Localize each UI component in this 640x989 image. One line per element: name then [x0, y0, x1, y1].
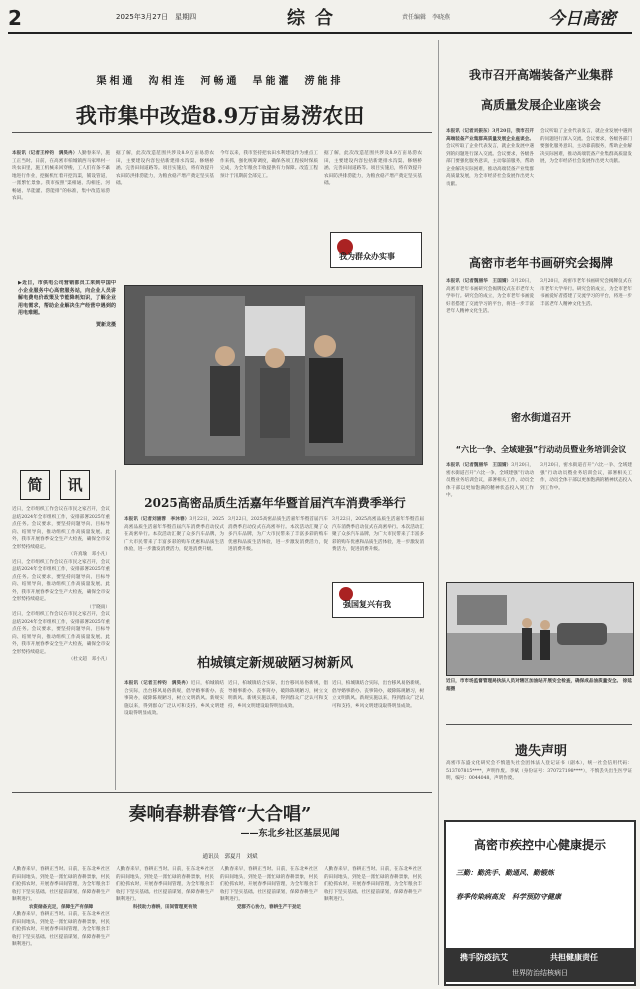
- header-rule: [8, 32, 632, 34]
- main-photo-credit: 贾新龙摄: [95, 321, 116, 328]
- main-body-1: 人勤春来早，施工正当时。日前，在高密市柏城镇西马家埠村一块农田里，施工机械来回穿梭，工人们有条不紊地进行作业，挖掘机忙着开挖沟渠，铺设管道，一派繁忙景象。我市按照“渠相通、沟相连、河畅通、旱能灌、涝能排”的标准，集中改造易涝农田。: [12, 151, 110, 201]
- main-byline: 本报讯（记者王梓钧 满昊冉）: [12, 151, 78, 156]
- revival-stamp: [332, 582, 424, 618]
- training-body-2: 3月20日，密水街道召开“六比一争、全域建强”行动动员暨业务培训会议，部署相关工作，动员全体干部以更加饱满的精神状态投入到工作中。: [540, 463, 632, 491]
- auto-fair-headline: 2025高密品质生活嘉年华暨首届汽车消费季举行: [144, 496, 406, 510]
- training-headline-1: 密水街道召开: [511, 413, 571, 424]
- spring-subhead: ——东北乡社区基层见闻: [240, 829, 340, 839]
- auto-fair-col3: [332, 516, 424, 576]
- auto-fair-body: 3月22日，2025高密品质生活嘉年华暨首届汽车消费季启动仪式在高密举行。本次活动汇聚了众多汽车品牌，为广大市民带来了丰富多彩的购车优惠和品质生活体验，进一步激发消费活力，促进消费升级。: [124, 517, 224, 552]
- briefs-credit-3: （杜文超 邓小凡）: [68, 657, 110, 662]
- main-body-col2: [116, 150, 214, 275]
- column-divider: [115, 470, 116, 790]
- notice-top-rule: [446, 724, 632, 725]
- main-body-2-cont: 据了解，此次改造范围共涉及8.9万亩易涝农田，主要建设内容包括新建排水沟渠、修缮桥涵、完善田间道路等。项目实施后，将有效提升农田防洪排涝能力，为粮食稳产增产奠定坚实基础。: [324, 151, 422, 186]
- spring-col3: [220, 866, 318, 984]
- main-body-2: 据了解，此次改造范围共涉及8.9万亩易涝农田，主要建设内容包括新建排水沟渠、修缮桥涵、完善田间道路等。项目实施后，将有效提升农田防洪排涝能力，为粮食稳产增产奠定坚实基础。: [116, 151, 214, 186]
- main-photo-caption-text: ▶近日，市供电公司营销部员工来到中国中小企业服务中心高密服务站，向企业人员讲解电费电价政策及节能降耗知识，了解企业用电需求，帮助企业解决生产经营中遇到的用电难题。: [18, 280, 116, 316]
- spring-body: 人勤春来早，春耕正当时。日前，在东北乡社区的田间地头，到处是一派忙碌的春耕景象，村民们抢抓农时，开展春季田间管理，为全年粮食丰收打下坚实基础。社区提前谋划，保障春耕生产顺利进行。: [12, 867, 110, 902]
- baicheng-col1: [124, 680, 224, 785]
- calligraphy-headline: 高密市老年书画研究会揭牌: [468, 256, 613, 270]
- briefs-body: [12, 506, 110, 789]
- equipment-col2: [540, 128, 632, 236]
- spring-col1: [12, 866, 110, 984]
- baicheng-body: 近日，柏城镇结合实际，出台移风易俗新规，倡导婚事新办、丧事简办，破除陈规陋习，树立文明新风。新规实施以来，得到群众广泛认可和支持，乡风文明建设取得明显成效。: [124, 681, 224, 716]
- health-line-2: 春季传染病高发 科学预防守健康: [456, 893, 561, 901]
- health-box: [444, 820, 636, 986]
- spring-sub-2: 科技助力春耕，田间管理更有效: [132, 904, 198, 910]
- auto-fair-col2: [228, 516, 328, 636]
- briefs-text: 近日，全市组织工作会议在市民之家召开，会议总结2024年全市组织工作，安排部署2025年重点任务。会议要求，要坚持问题导向、目标导向、结果导向，推动组织工作高质量发展。此外，我市开展春季安全生产大检查，确保全市安全形势持续稳定。: [12, 507, 110, 550]
- spring-body-2: 人勤春来早，春耕正当时。日前，在东北乡社区的田间地头，到处是一派忙碌的春耕景象，村民们抢抓农时，开展春季田间管理，为全年粮食丰收打下坚实基础。社区提前谋划，保障春耕生产顺利进行。: [116, 867, 214, 902]
- baicheng-body-3: 近日，柏城镇结合实际，出台移风易俗新规，倡导婚事新办、丧事简办，破除陈规陋习，树立文明新风。新规实施以来，得到群众广泛认可和支持，乡风文明建设取得明显成效。: [332, 681, 424, 709]
- inspection-caption-text: 近日，市市场监督管理局执法人员对辖区加油站开展安全检查，确保成品油质量安全。: [446, 679, 622, 684]
- briefs-label-2: 讯: [60, 470, 90, 500]
- inspection-caption: [446, 678, 632, 716]
- health-footer: 世界防治结核病日: [512, 969, 568, 977]
- main-photo-graphic: [125, 286, 422, 464]
- spring-credits: 通讯员 郭夏月 刘斌: [202, 854, 258, 860]
- baicheng-byline: 本报讯（记者王梓钧 满昊冉）: [124, 681, 191, 686]
- section-title: 综合: [287, 8, 343, 29]
- service-stamp-label: 我为群众办实事: [339, 252, 395, 261]
- health-title: 高密市疾控中心健康提示: [473, 838, 606, 852]
- briefs-credit-2: （于晓雨）: [87, 604, 110, 610]
- spring-sub-1: 农资储备充足，保障生产有保障: [28, 904, 94, 910]
- equipment-body: 会议听取了企业代表发言，就企业发展中遇到的问题进行深入交流。会议要求，各级各部门要强化服务意识，主动靠前服务，帮助企业解决实际困难，推动高端装备产业集群高质量发展，为全市经济社会发展作出更大贡献。: [446, 144, 534, 187]
- spring-headline: 奏响春耕春管“大合唱”: [128, 804, 312, 825]
- equipment-body-2: 会议听取了企业代表发言，就企业发展中遇到的问题进行深入交流。会议要求，各级各部门要强化服务意识，主动靠前服务，帮助企业解决实际困难，推动高端装备产业集群高质量发展，为全市经济社会发展作出更大贡献。: [540, 129, 632, 164]
- equipment-headline-2: 高质量发展企业座谈会: [480, 98, 601, 112]
- service-stamp: [330, 232, 422, 268]
- training-body: 3月20日，密水街道召开“六比一争、全域建强”行动动员暨业务培训会议，部署相关工作，动员全体干部以更加饱满的精神状态投入到工作中。: [446, 463, 534, 498]
- main-photo-caption: [18, 280, 116, 406]
- spring-body-b: 人勤春来早，春耕正当时。日前，在东北乡社区的田间地头，到处是一派忙碌的春耕景象，村民们抢抓农时，开展春季田间管理，为全年粮食丰收打下坚实基础。社区提前谋划，保障春耕生产顺利进行。: [12, 912, 110, 947]
- briefs-credit-1: （许真瑜 邓小凡）: [68, 552, 110, 557]
- main-body-col1: [12, 150, 110, 270]
- training-col1: [446, 462, 534, 574]
- inspection-credit: 徐延超摄: [446, 679, 632, 692]
- calligraphy-body-2: 3月20日，高密市老年书画研究会揭牌仪式在市老年大学举行。研究会的成立，为全市老年书画爱好者搭建了交流学习的平台，将进一步丰富老年人精神文化生活。: [540, 279, 632, 307]
- main-body-col4: [324, 150, 422, 230]
- baicheng-body-2: 近日，柏城镇结合实际，出台移风易俗新规，倡导婚事新办、丧事简办，破除陈规陋习，树立文明新风。新规实施以来，得到群众广泛认可和支持，乡风文明建设取得明显成效。: [228, 681, 328, 709]
- health-line-1: 三勤：勤洗手、勤通风、勤锻炼: [456, 869, 554, 877]
- inspection-photo-graphic: [447, 583, 633, 675]
- main-body-col3: [220, 150, 318, 275]
- briefs-label-1: 简: [20, 470, 50, 500]
- auto-fair-body-2: 3月22日，2025高密品质生活嘉年华暨首届汽车消费季启动仪式在高密举行。本次活动汇聚了众多汽车品牌，为广大市民带来了丰富多彩的购车优惠和品质生活体验，进一步激发消费活力，促进消费升级。: [228, 517, 328, 552]
- main-kicker: 渠相通 沟相连 河畅通 旱能灌 涝能排: [96, 76, 344, 87]
- editor-credit: 责任编辑 李晓燕: [402, 14, 451, 21]
- issue-date: 2025年3月27日 星期四: [116, 13, 197, 21]
- training-col2: [540, 462, 632, 574]
- auto-fair-col1: [124, 516, 224, 636]
- baicheng-headline: 柏城镇定新规破陋习树新风: [196, 656, 353, 671]
- training-byline: 本报讯（记者魏丽华 王国婧）: [446, 463, 512, 468]
- briefs-text-3: 近日，全市组织工作会议在市民之家召开，会议总结2024年全市组织工作，安排部署2025年重点任务。会议要求，要坚持问题导向、目标导向、结果导向，推动组织工作高质量发展。此外，我市开展春季安全生产大检查，确保全市安全形势持续稳定。: [12, 612, 110, 655]
- equipment-byline: 本报讯（记者刘振东）3月20日，我市召开高端装备产业集群高质量发展企业座谈会。: [446, 129, 534, 142]
- spring-col2: [116, 866, 214, 984]
- notice-body: 高密市东盛文化研究会不慎遗失社会团体法人登记证书（副本），统一社会信用代码：513707815****，声明作废。李斌（身份证号：370727198****），不慎丢失出生医学证明，编号：0044048，声明作废。: [446, 761, 632, 781]
- revival-stamp-label: 强国复兴有我: [343, 600, 391, 609]
- spring-body-3: 人勤春来早，春耕正当时。日前，在东北乡社区的田间地头，到处是一派忙碌的春耕景象，村民们抢抓农时，开展春季田间管理，为全年粮食丰收打下坚实基础。社区提前谋划，保障春耕生产顺利进行。: [220, 867, 318, 902]
- main-photo: [124, 285, 423, 465]
- training-headline-2: “六比一争、全域建强”行动动员暨业务培训会议: [455, 445, 627, 454]
- main-headline-rule: [12, 132, 432, 133]
- calligraphy-col2: [540, 278, 632, 378]
- baicheng-col3: [332, 680, 424, 785]
- notice-title: 遗失声明: [514, 744, 567, 759]
- calligraphy-byline: 本报讯（记者魏丽华 王国婧）: [446, 279, 512, 284]
- briefs-text-2: 近日，全市组织工作会议在市民之家召开，会议总结2024年全市组织工作，安排部署2025年重点任务。会议要求，要坚持问题导向、目标导向、结果导向，推动组织工作高质量发展。此外，我市开展春季安全生产大检查，确保全市安全形势持续稳定。: [12, 559, 110, 602]
- page-number: 2: [8, 6, 22, 30]
- calligraphy-body: 3月20日，高密市老年书画研究会揭牌仪式在市老年大学举行。研究会的成立，为全市老年书画爱好者搭建了交流学习的平台，将进一步丰富老年人精神文化生活。: [446, 279, 534, 314]
- inspection-photo: [446, 582, 634, 676]
- spring-sub-3: 党群齐心协力，春耕生产干劲足: [236, 904, 302, 910]
- equipment-col1: [446, 128, 534, 236]
- auto-fair-body-3: 3月22日，2025高密品质生活嘉年华暨首届汽车消费季启动仪式在高密举行。本次活动汇聚了众多汽车品牌，为广大市民带来了丰富多彩的购车优惠和品质生活体验，进一步激发消费活力，促进消费升级。: [332, 517, 424, 552]
- calligraphy-col1: [446, 278, 534, 378]
- masthead-logo: 今日高密: [548, 9, 616, 29]
- main-headline: 我市集中改造8.9万亩易涝农田: [75, 103, 365, 128]
- auto-fair-byline: 本报讯（记者刘涵蓉 李沐春）: [124, 517, 190, 522]
- main-body-3: 今年以来，我市坚持把农田水利建设作为重点工作来抓，强化统筹调度，确保各项工程按时保质完成，为全年粮食丰收提供有力保障。改造工程预计于汛期前全部完工。: [220, 151, 318, 179]
- spring-body-4: 人勤春来早，春耕正当时。日前，在东北乡社区的田间地头，到处是一派忙碌的春耕景象，村民们抢抓农时，开展春季田间管理，为全年粮食丰收打下坚实基础。社区提前谋划，保障春耕生产顺利进行。: [324, 867, 422, 902]
- right-column-divider: [438, 40, 439, 985]
- spring-top-rule: [12, 792, 432, 793]
- health-slogan-2: 共担健康责任: [550, 953, 598, 962]
- health-slogan-1: 携手防疫抗艾: [460, 953, 508, 962]
- health-banner: [446, 948, 634, 982]
- equipment-headline-1: 我市召开高端装备产业集群: [468, 68, 613, 82]
- baicheng-col2: [228, 680, 328, 785]
- spring-col4: [324, 866, 422, 984]
